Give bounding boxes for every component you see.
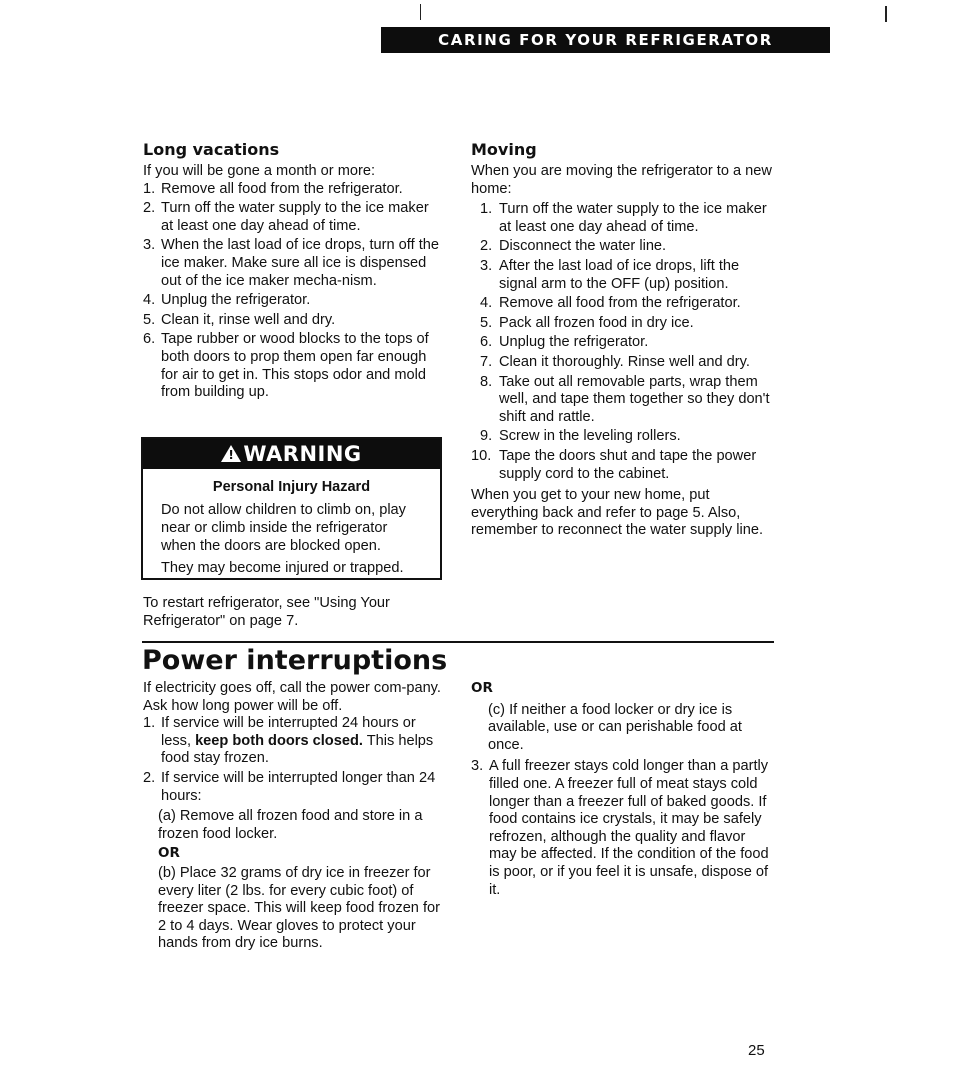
power-right-column xyxy=(471,680,773,901)
power-left-column xyxy=(143,680,443,953)
list-item: 3. A full freezer stays cold longer than a partly filled one. A freezer full of meat stays cold longer than a freezer full of baked goods. If food contains ice crystals, it may be safely refrozen, although the quality and flavor may be affected. If the condition of the food is poor, or if you feel it is unsafe, dispose of it. xyxy=(471,758,769,898)
warning-triangle-icon xyxy=(221,445,241,462)
long-vacations-intro: If you will be gone a month or more: xyxy=(143,163,375,179)
list-item: 7. Clean it thoroughly. Rinse well and dry. xyxy=(480,353,750,370)
warning-box xyxy=(141,437,442,580)
option-c: (c) If neither a food locker or dry ice is available, use or can perishable food at once. xyxy=(488,701,742,753)
power-steps-continued xyxy=(471,758,773,899)
list-item: 5. Clean it, rinse well and dry. xyxy=(143,311,336,328)
list-item: 8. Take out all removable parts, wrap them well, and tape them together so they don't shift and rattle. xyxy=(480,373,770,425)
list-item: 1. Remove all food from the refrigerator. xyxy=(143,180,403,197)
list-item: 4. Remove all food from the refrigerator. xyxy=(480,295,741,312)
option-a: (a) Remove all frozen food and store in a frozen food locker. xyxy=(158,808,423,842)
page-number: 25 xyxy=(748,1042,765,1059)
option-b: (b) Place 32 grams of dry ice in freezer for every liter (2 lbs. for every cubic foot) of freezer space. This will keep food frozen for 2 to 4 days. Wear gloves to protect your hands from dry ice burns. xyxy=(158,864,441,952)
list-item: 6. Unplug the refrigerator. xyxy=(480,334,649,351)
list-item: 1. Turn off the water supply to the ice maker at least one day ahead of time. xyxy=(480,201,767,235)
list-item: 1. If service will be interrupted 24 hours or less, keep both doors closed. This helps food stay frozen. xyxy=(143,715,434,767)
list-item: 2. Disconnect the water line. xyxy=(480,238,667,255)
power-intro: If electricity goes off, call the power com-pany. Ask how long power will be off. xyxy=(143,680,441,714)
list-item: 2. If service will be interrupted longer than 24 hours: xyxy=(143,769,436,804)
list-item: 10. Tape the doors shut and tape the power supply cord to the cabinet. xyxy=(471,447,757,482)
warning-label: WARNING xyxy=(243,442,362,466)
list-item: 3. After the last load of ice drops, lift the signal arm to the OFF (up) position. xyxy=(480,257,740,292)
list-item: 4. Unplug the refrigerator. xyxy=(143,292,311,309)
list-item: 2. Turn off the water supply to the ice maker at least one day ahead of time. xyxy=(143,200,429,234)
moving-steps xyxy=(471,201,773,483)
long-vacations-steps xyxy=(143,181,443,402)
crop-mark xyxy=(420,4,421,20)
or-label: OR xyxy=(158,845,180,862)
warning-title: Personal Injury Hazard xyxy=(212,479,371,495)
power-interruptions-heading: Power interruptions xyxy=(142,645,448,676)
moving-intro: When you are moving the refrigerator to a new home: xyxy=(471,163,772,197)
warning-header xyxy=(143,439,440,469)
long-vacations-section xyxy=(143,140,443,404)
moving-outro: When you get to your new home, put everything back and refer to page 5. Also, remember to reconnect the water supply line. xyxy=(471,487,764,539)
list-item: 6. Tape rubber or wood blocks to the tops of both doors to prop them open far enough for air to get in. This stops odor and mold from building up. xyxy=(143,331,429,401)
crop-mark xyxy=(885,6,887,22)
or-label: OR xyxy=(471,680,493,696)
moving-heading: Moving xyxy=(471,140,537,159)
list-item: 3. When the last load of ice drops, turn off the ice maker. Make sure all ice is dispensed out of the ice maker mecha-nism. xyxy=(143,237,439,289)
list-item: 5. Pack all frozen food in dry ice. xyxy=(480,314,694,331)
long-vacations-heading: Long vacations xyxy=(143,140,280,159)
moving-section xyxy=(471,140,773,540)
warning-body: Do not allow children to climb on, play near or climb inside the refrigerator when the doors are blocked open. They may become injured or trapped. xyxy=(161,502,406,576)
section-header: CARING FOR YOUR REFRIGERATOR xyxy=(381,27,830,53)
list-item: 9. Screw in the leveling rollers. xyxy=(480,428,681,445)
power-steps xyxy=(143,715,443,805)
restart-note: To restart refrigerator, see "Using Your Refrigerator" on page 7. xyxy=(143,595,390,629)
